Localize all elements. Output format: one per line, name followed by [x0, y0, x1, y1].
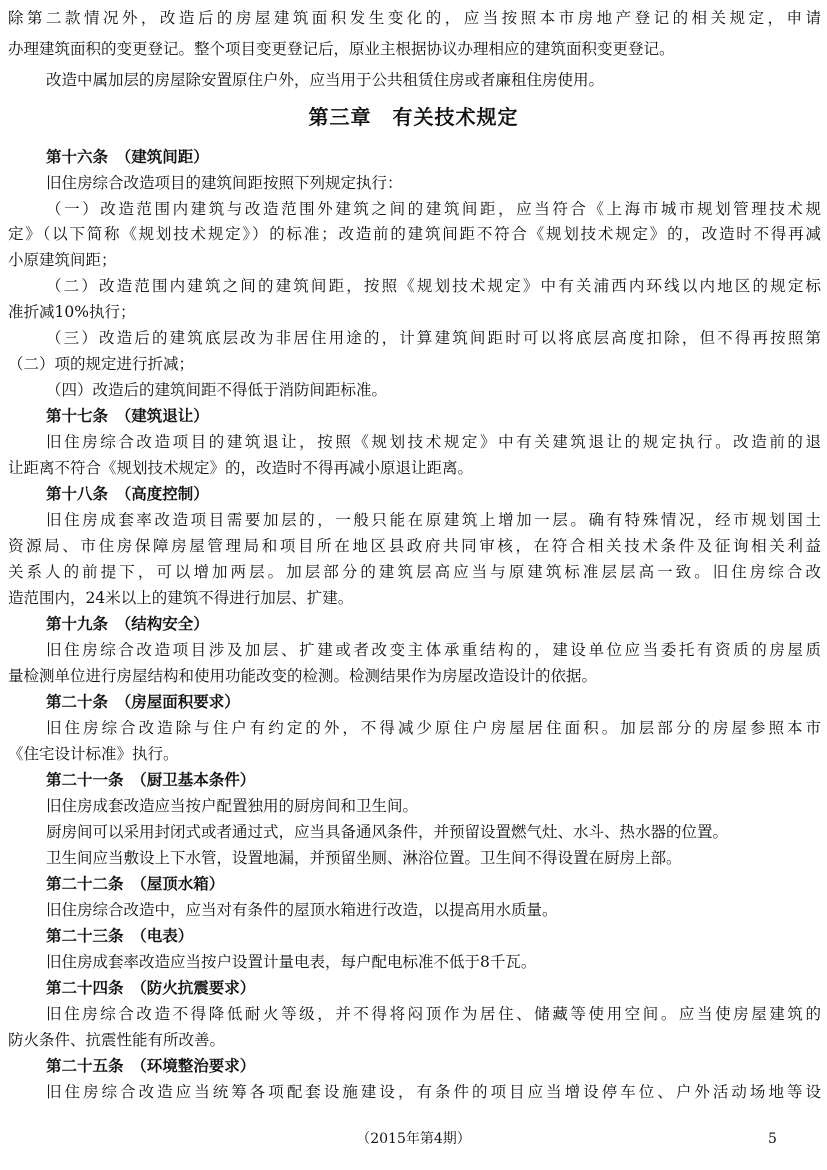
paragraph-line: （三）改造后的建筑底层改为非居住用途的，计算建筑间距时可以将底层高度扣除，但不得再按照第	[46, 329, 821, 347]
paragraph-line: 准折减10%执行；	[8, 303, 136, 321]
paragraph-line: 卫生间应当敷设上下水管，设置地漏，并预留坐厕、淋浴位置。卫生间不得设置在厨房上部。	[46, 849, 682, 867]
paragraph-line: 造范围内，24米以上的建筑不得进行加层、扩建。	[8, 589, 354, 607]
paragraph-line: 《住宅设计标准》执行。	[8, 745, 179, 763]
paragraph-line: 旧住房综合改造项目涉及加层、扩建或者改变主体承重结构的，建设单位应当委托有资质的房屋质	[46, 641, 821, 659]
article-heading: 第二十四条 （防火抗震要求）	[46, 978, 256, 997]
article-heading: 第二十五条 （环境整治要求）	[46, 1056, 256, 1075]
paragraph-line: 旧住房成套率改造应当按户设置计量电表，每户配电标准不低于8千瓦。	[46, 953, 537, 971]
paragraph-line: 小原建筑间距；	[8, 251, 117, 269]
paragraph-line: 旧住房综合改造除与住户有约定的外，不得减少原住户房屋居住面积。加层部分的房屋参照本市	[46, 719, 821, 737]
page-number: 5	[768, 1131, 777, 1147]
paragraph-line: 除第二款情况外，改造后的房屋建筑面积发生变化的，应当按照本市房地产登记的相关规定，申请	[8, 9, 821, 27]
paragraph-line: 定》（以下简称《规划技术规定》）的标准；改造前的建筑间距不符合《规划技术规定》的，改造时不得再减	[8, 225, 821, 243]
footer-issue: （2015年第4期）	[356, 1131, 471, 1147]
paragraph-line: 办理建筑面积的变更登记。整个项目变更登记后，原业主根据协议办理相应的建筑面积变更登记。	[8, 40, 675, 58]
paragraph-line: 资源局、市住房保障房屋管理局和项目所在地区县政府共同审核，在符合相关技术条件及征询相关利益	[8, 537, 821, 555]
paragraph-line: 旧住房综合改造项目的建筑间距按照下列规定执行：	[46, 174, 403, 192]
article-heading: 第二十条 （房屋面积要求）	[46, 692, 240, 711]
paragraph-line: 旧住房综合改造不得降低耐火等级，并不得将闷顶作为居住、储藏等使用空间。应当使房屋建筑的	[46, 1005, 821, 1023]
paragraph-line: 旧住房综合改造项目的建筑退让，按照《规划技术规定》中有关建筑退让的规定执行。改造前的退	[46, 433, 821, 451]
paragraph-line: （一）改造范围内建筑与改造范围外建筑之间的建筑间距，应当符合《上海市城市规划管理技术规	[46, 200, 821, 218]
article-heading: 第十七条 （建筑退让）	[46, 406, 209, 425]
paragraph-line: 关系人的前提下，可以增加两层。加层部分的建筑层高应当与原建筑标准层层高一致。旧住房综合改	[8, 563, 821, 581]
chapter-title: 第三章 有关技术规定	[308, 105, 519, 129]
paragraph-line: 量检测单位进行房屋结构和使用功能改变的检测。检测结果作为房屋改造设计的依据。	[8, 667, 598, 685]
article-heading: 第十六条 （建筑间距）	[46, 147, 209, 166]
article-heading: 第二十三条 （电表）	[46, 926, 194, 945]
paragraph-line: 旧住房综合改造应当统筹各项配套设施建设，有条件的项目应当增设停车位、户外活动场地等设	[46, 1083, 821, 1101]
paragraph-line: （二）改造范围内建筑之间的建筑间距，按照《规划技术规定》中有关浦西内环线以内地区的规定标	[46, 277, 821, 295]
paragraph-line: （四）改造后的建筑间距不得低于消防间距标准。	[46, 381, 388, 399]
paragraph-line: 厨房间可以采用封闭式或者通过式，应当具备通风条件，并预留设置燃气灶、水斗、热水器的位置。	[46, 823, 729, 841]
paragraph-line: 防火条件、抗震性能有所改善。	[8, 1031, 226, 1049]
paragraph-line: （二）项的规定进行折减；	[8, 355, 195, 373]
paragraph-line: 改造中属加层的房屋除安置原住户外，应当用于公共租赁住房或者廉租住房使用。	[46, 71, 605, 89]
paragraph-line: 让距离不符合《规划技术规定》的，改造时不得再减小原退让距离。	[8, 459, 474, 477]
article-heading: 第二十二条 （屋顶水箱）	[46, 874, 225, 893]
paragraph-line: 旧住房成套改造应当按户配置独用的厨房间和卫生间。	[46, 797, 419, 815]
article-heading: 第二十一条 （厨卫基本条件）	[46, 770, 256, 789]
article-heading: 第十九条 （结构安全）	[46, 614, 209, 633]
article-heading: 第十八条 （高度控制）	[46, 484, 209, 503]
paragraph-line: 旧住房成套率改造项目需要加层的，一般只能在原建筑上增加一层。确有特殊情况，经市规划国土	[46, 511, 821, 529]
paragraph-line: 旧住房综合改造中，应当对有条件的屋顶水箱进行改造，以提高用水质量。	[46, 901, 558, 919]
